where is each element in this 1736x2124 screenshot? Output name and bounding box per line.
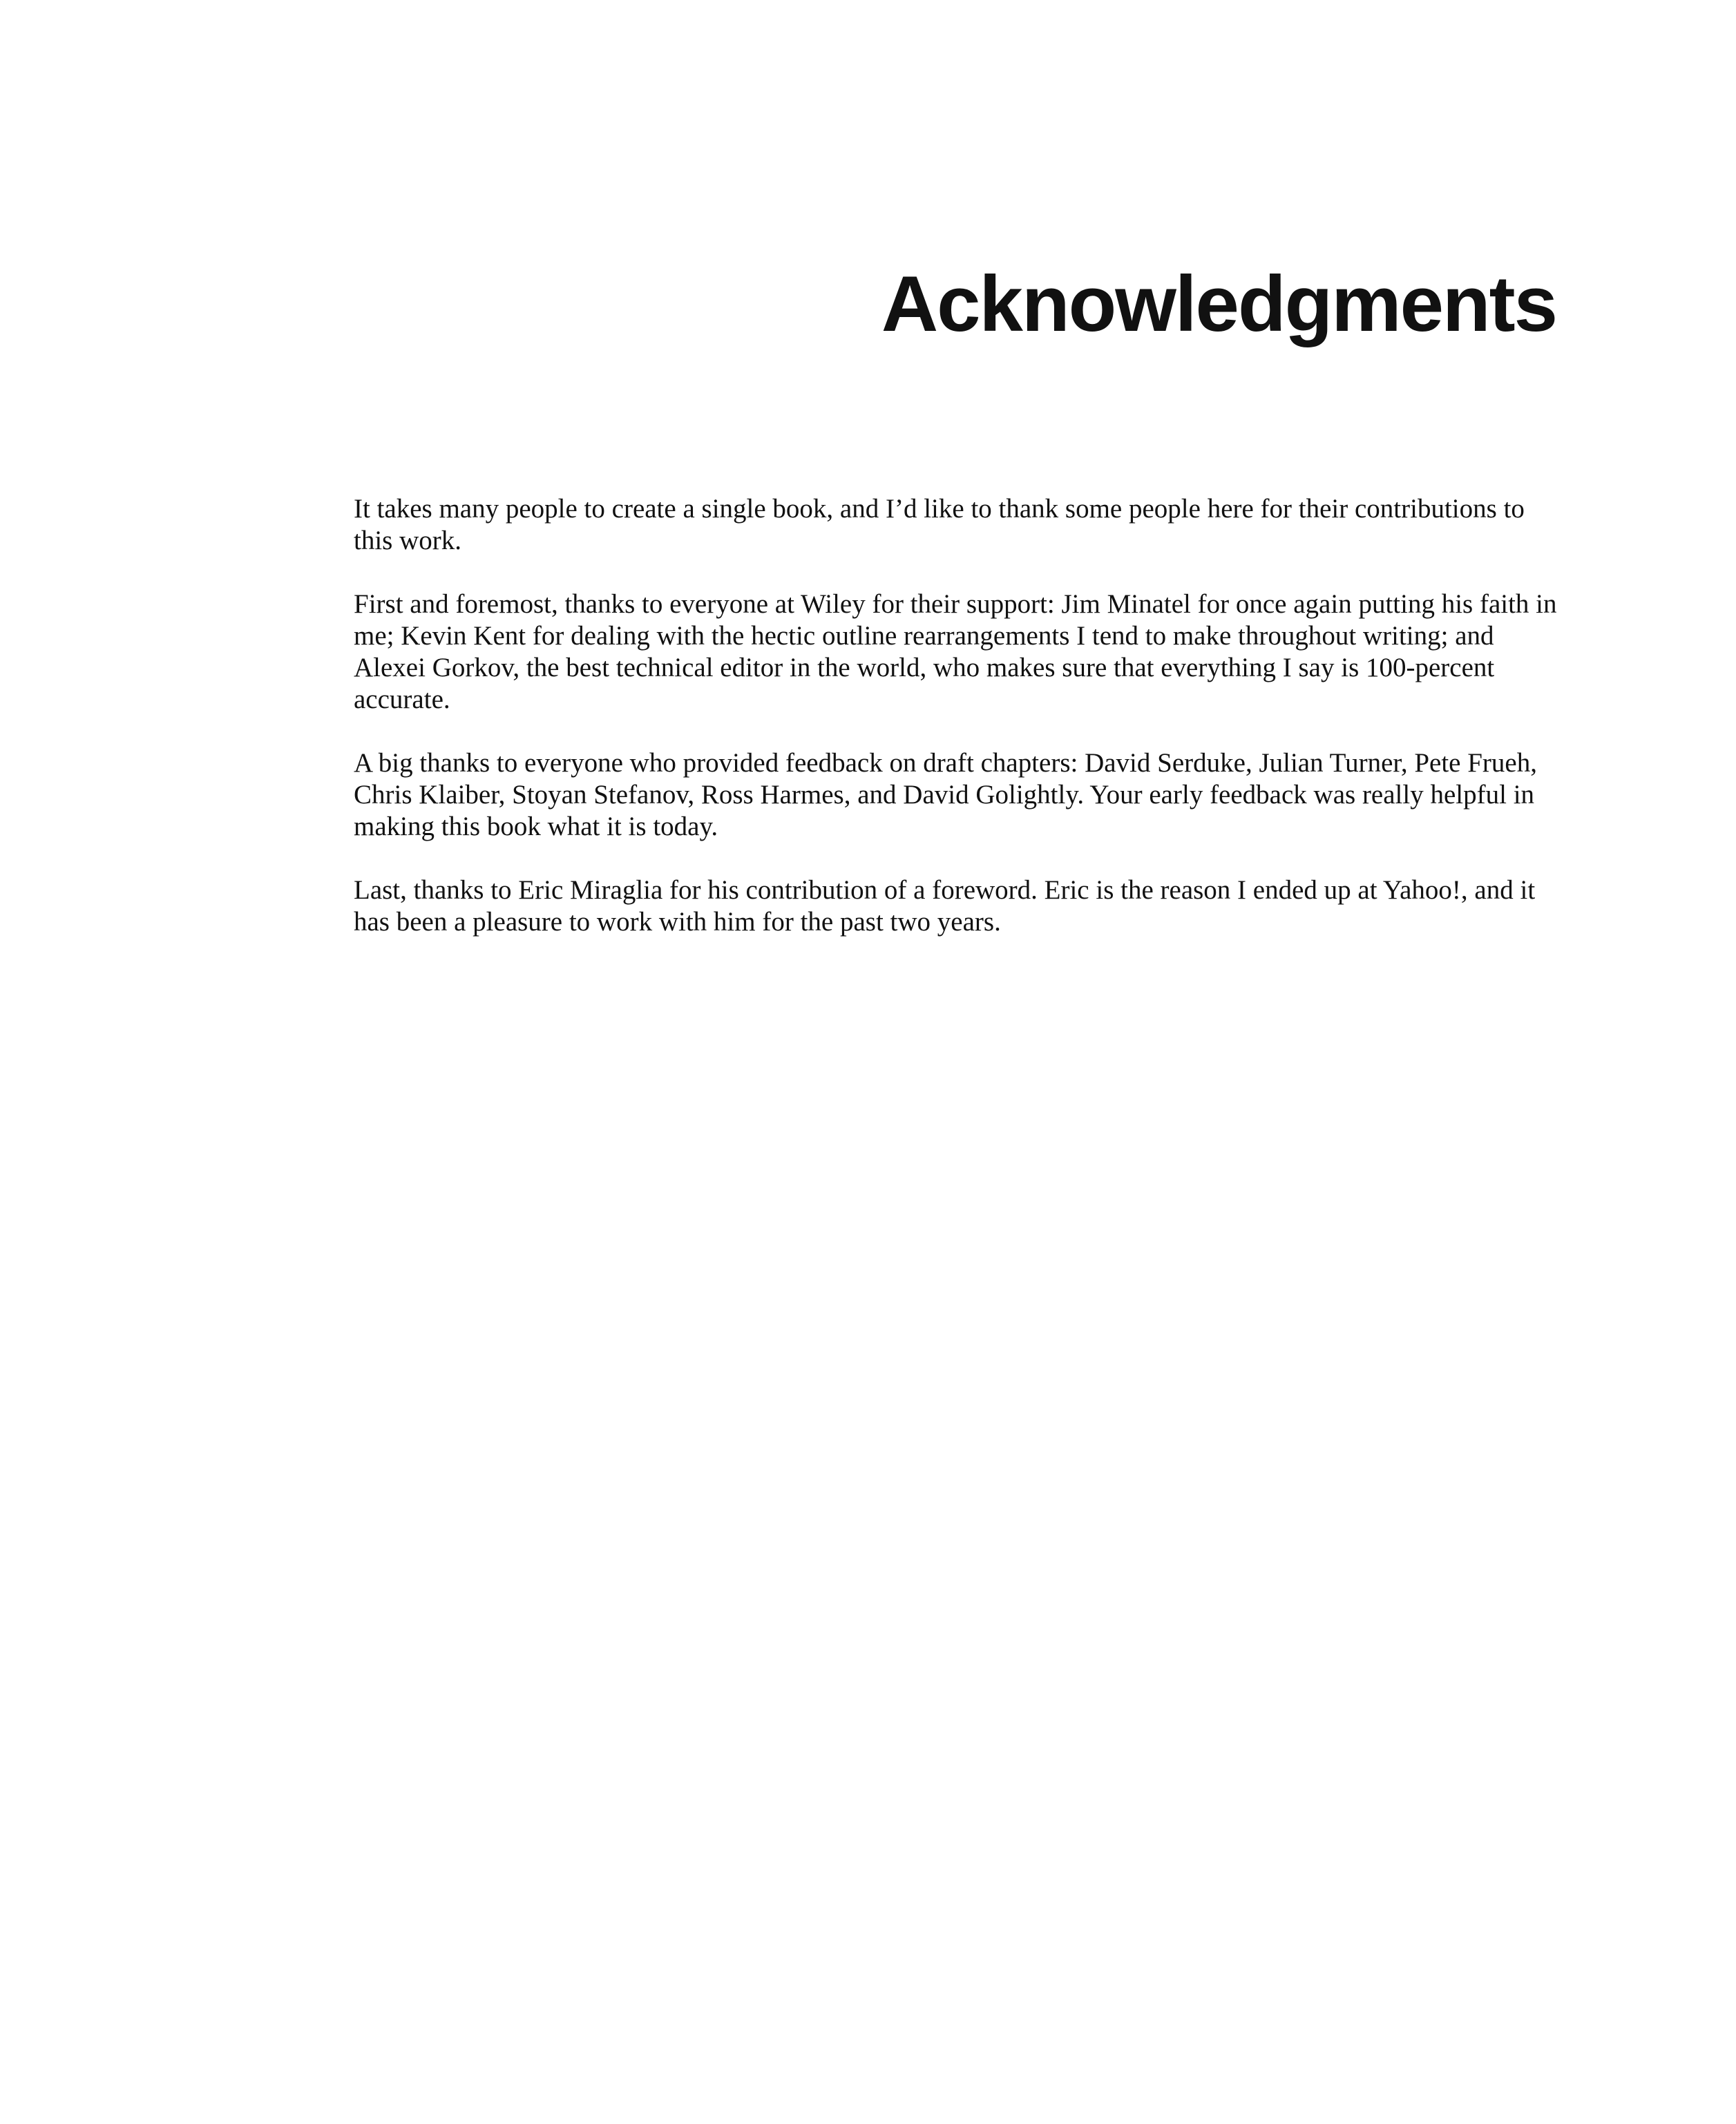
paragraph-reviewer-thanks: A big thanks to everyone who provided feedback on draft chapters: David Serduke, Julian Turner, Pete Frueh, Chris Klaiber, Stoyan Stefanov, Ross Harmes, and David Golightly. Your early feedback was really helpful in making this book what it is today. [354,748,1537,841]
page-title: Acknowledgments [881,260,1556,348]
paragraph-wiley-thanks: First and foremost, thanks to everyone at Wiley for their support: Jim Minatel for once again putting his faith in me; Kevin Kent for dealing with the hectic outline rearrangements I tend to make throughout writing; and Alexei Gorkov, the best technical editor in the world, who makes sure that everything I say is 100-percent accurate. [354,589,1557,714]
acknowledgments-body [354,493,1570,970]
paragraph-intro: It takes many people to create a single book, and I’d like to thank some people here for their contributions to this work. [354,494,1525,555]
paragraph-foreword-thanks: Last, thanks to Eric Miraglia for his contribution of a foreword. Eric is the reason I ended up at Yahoo!, and it has been a pleasure to work with him for the past two years. [354,875,1536,937]
